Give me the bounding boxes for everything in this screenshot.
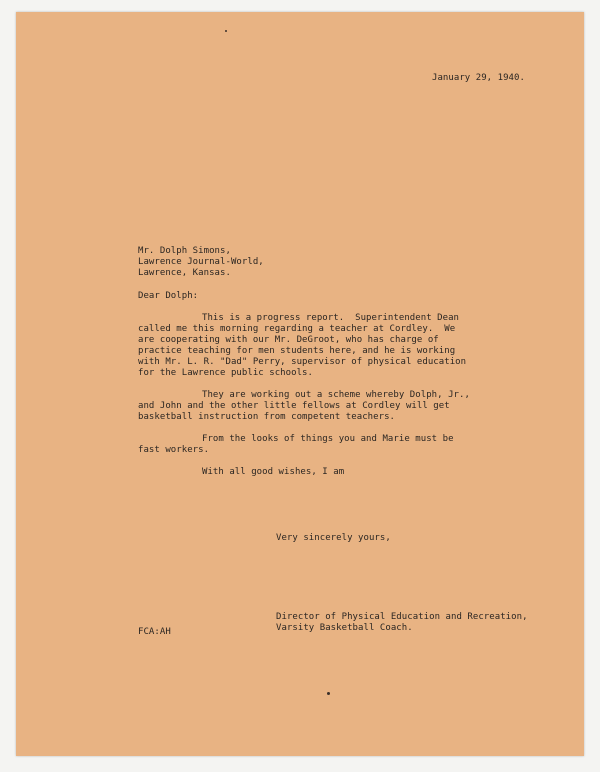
recipient-line: Lawrence, Kansas. — [138, 268, 231, 278]
body-line: They are working out a scheme whereby Dolph, Jr., — [202, 390, 470, 400]
sign-off: Very sincerely yours, — [276, 533, 391, 543]
typist-initials: FCA:AH — [138, 627, 171, 637]
body-line: and John and the other little fellows at Cordley will get — [138, 401, 450, 411]
recipient-line: Lawrence Journal-World, — [138, 257, 264, 267]
recipient-line: Mr. Dolph Simons, — [138, 246, 231, 256]
body-line: for the Lawrence public schools. — [138, 368, 313, 378]
paper-mark-top — [225, 30, 227, 32]
paper-mark-bottom — [327, 692, 330, 695]
body-line: with Mr. L. R. "Dad" Perry, supervisor of physical education — [138, 357, 467, 367]
letter-date: January 29, 1940. — [432, 73, 525, 83]
body-line: basketball instruction from competent teachers. — [138, 412, 396, 422]
signature-title-line: Varsity Basketball Coach. — [276, 623, 413, 633]
body-line: called me this morning regarding a teacher at Cordley. We — [138, 324, 456, 334]
body-line: fast workers. — [138, 445, 210, 455]
closing-line: With all good wishes, I am — [202, 467, 345, 477]
body-line: are cooperating with our Mr. DeGroot, who has charge of — [138, 335, 439, 345]
salutation: Dear Dolph: — [138, 291, 199, 301]
letter-page — [16, 12, 584, 756]
body-line: This is a progress report. Superintendent Dean — [202, 313, 460, 323]
body-line: practice teaching for men students here, and he is working — [138, 346, 456, 356]
signature-title-line: Director of Physical Education and Recreation, — [276, 612, 528, 622]
body-line: From the looks of things you and Marie must be — [202, 434, 454, 444]
